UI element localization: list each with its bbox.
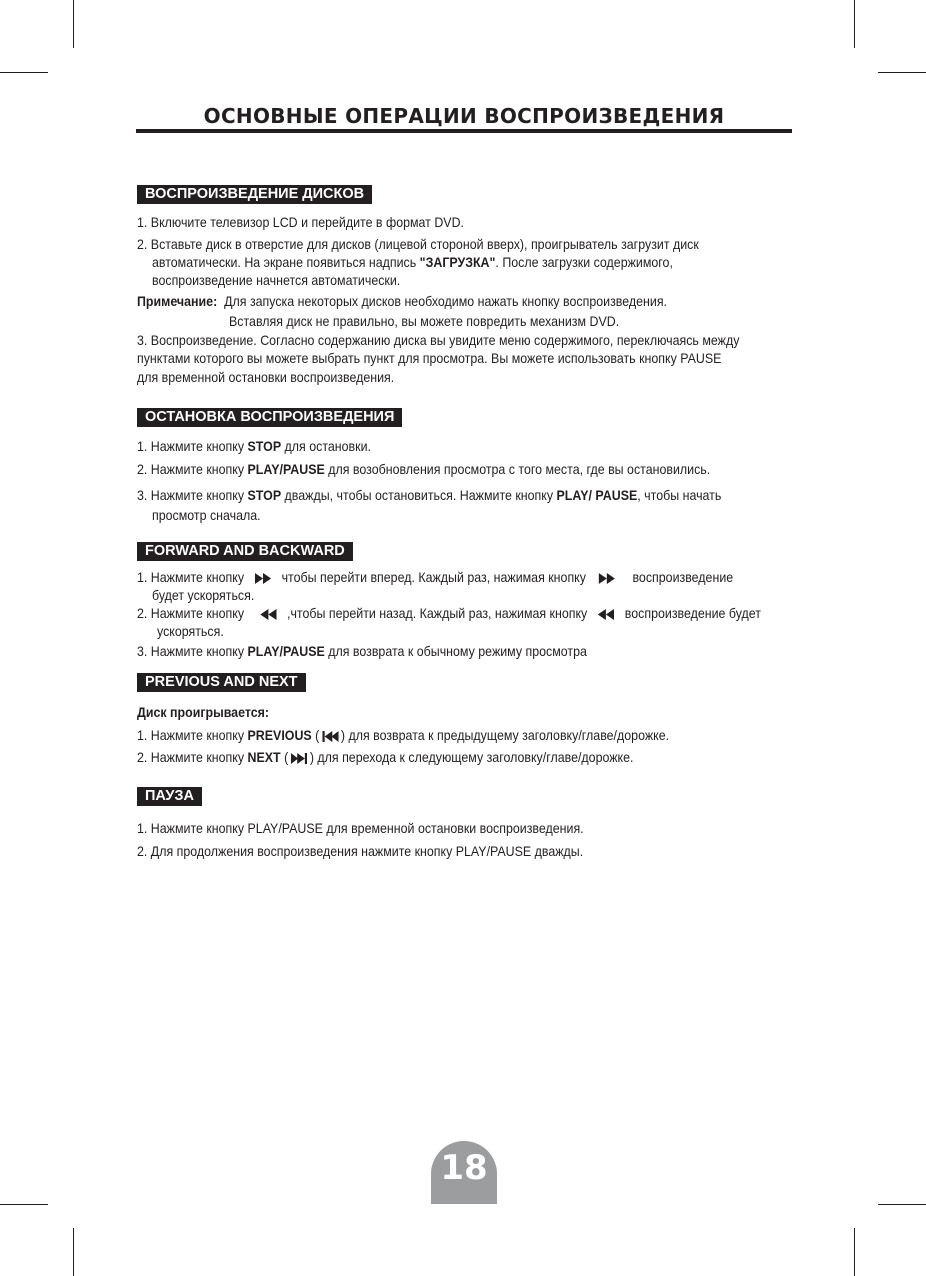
prev-next-line-2 xyxy=(137,748,633,767)
stop-line-2-text: 2. Нажмите кнопку xyxy=(137,462,248,477)
previous-label: PREVIOUS xyxy=(247,728,312,743)
rewind-icon xyxy=(598,609,614,620)
fast-forward-icon xyxy=(598,573,614,584)
crop-mark xyxy=(0,72,48,73)
stop-line-1 xyxy=(137,437,371,456)
play-pause-label: PLAY/PAUSE xyxy=(247,462,325,477)
prev-next-line-1-end: ) для возврата к предыдущему заголовку/главе/дорожке. xyxy=(340,728,670,743)
play-pause-label: PLAY/PAUSE xyxy=(247,644,325,659)
fwd-back-line-1-text: 1. Нажмите кнопку xyxy=(137,570,245,585)
crop-mark xyxy=(73,0,74,48)
section-heading-pause: ПАУЗА xyxy=(137,787,202,806)
fwd-back-line-2: будет ускоряться. xyxy=(152,588,255,603)
section-heading-forward-backward: FORWARD AND BACKWARD xyxy=(137,542,353,561)
prev-next-line-2-end: ) для перехода к следующему заголовку/главе/дорожке. xyxy=(309,750,634,765)
title-rule xyxy=(136,129,792,133)
prev-next-line-1-text: 1. Нажмите кнопку xyxy=(137,728,248,743)
pause-line-1: 1. Нажмите кнопку PLAY/PAUSE для временной остановки воспроизведения. xyxy=(137,821,584,836)
fwd-back-line-5 xyxy=(137,642,587,661)
fwd-back-line-1-end: воспроизведение xyxy=(632,570,734,585)
prev-next-line-2-text: 2. Нажмите кнопку xyxy=(137,750,248,765)
section-heading-previous-next: PREVIOUS AND NEXT xyxy=(137,673,306,692)
note-text-1: Для запуска некоторых дисков необходимо нажать кнопку воспроизведения. xyxy=(224,294,668,309)
stop-line-3-end: , чтобы начать xyxy=(637,488,722,503)
paren-open: ( xyxy=(280,750,289,765)
disc-play-line-3-end: . После загрузки содержимого, xyxy=(495,255,673,270)
disc-playing-label: Диск проигрывается: xyxy=(137,705,270,720)
fast-forward-icon xyxy=(255,573,271,584)
skip-previous-icon xyxy=(322,731,338,742)
fwd-back-line-1 xyxy=(137,568,733,587)
note-line-1 xyxy=(137,292,667,311)
stop-line-1-text: 1. Нажмите кнопку xyxy=(137,439,248,454)
prev-next-subheading xyxy=(137,703,269,722)
disc-play-line-2: 2. Вставьте диск в отверстие для дисков (лицевой стороной вверх), проигрыватель загрузит диск xyxy=(137,237,699,252)
page-title: ОСНОВНЫЕ ОПЕРАЦИИ ВОСПРОИЗВЕДЕНИЯ xyxy=(203,104,725,128)
section-heading-stop: ОСТАНОВКА ВОСПРОИЗВЕДЕНИЯ xyxy=(137,408,402,427)
next-label: NEXT xyxy=(247,750,281,765)
play-pause-label: PLAY/ PAUSE xyxy=(556,488,638,503)
fwd-back-line-3 xyxy=(137,604,761,623)
stop-line-3-mid: дважды, чтобы остановиться. Нажмите кнопку xyxy=(281,488,557,503)
stop-line-3-text: 3. Нажмите кнопку xyxy=(137,488,248,503)
disc-play-line-6: пунктами которого вы можете выбрать пункт для просмотра. Вы можете использовать кнопку PAUSE xyxy=(137,351,722,366)
stop-line-2 xyxy=(137,460,710,479)
note-label: Примечание: xyxy=(137,294,218,309)
stop-line-1-end: для остановки. xyxy=(281,439,371,454)
stop-line-3 xyxy=(137,486,721,505)
fwd-back-line-3-end: воспроизведение будет xyxy=(624,606,761,621)
fwd-back-line-5-end: для возврата к обычному режиму просмотра xyxy=(324,644,587,659)
stop-line-4: просмотр сначала. xyxy=(152,508,261,523)
loading-label: "ЗАГРУЗКА" xyxy=(419,255,496,270)
page-number: 18 xyxy=(431,1141,497,1204)
stop-label: STOP xyxy=(247,488,282,503)
skip-next-icon xyxy=(291,753,307,764)
crop-mark xyxy=(854,1228,855,1276)
fwd-back-line-3-text: 2. Нажмите кнопку xyxy=(137,606,245,621)
fwd-back-line-5-text: 3. Нажмите кнопку xyxy=(137,644,248,659)
fwd-back-line-1-mid: чтобы перейти вперед. Каждый раз, нажимая кнопку xyxy=(281,570,586,585)
pause-line-2: 2. Для продолжения воспроизведения нажмите кнопку PLAY/PAUSE дважды. xyxy=(137,844,584,859)
disc-play-line-3-text: автоматически. На экране появиться надпись xyxy=(152,255,420,270)
disc-play-line-7: для временной остановки воспроизведения. xyxy=(137,370,395,385)
section-heading-disc-play: ВОСПРОИЗВЕДЕНИЕ ДИСКОВ xyxy=(137,185,372,204)
stop-line-2-end: для возобновления просмотра с того места, где вы остановились. xyxy=(324,462,711,477)
note-line-2: Вставляя диск не правильно, вы можете повредить механизм DVD. xyxy=(229,314,620,329)
crop-mark xyxy=(854,0,855,48)
disc-play-line-5: 3. Воспроизведение. Согласно содержанию диска вы увидите меню содержимого, переключаясь между xyxy=(137,333,740,348)
crop-mark xyxy=(878,1204,926,1205)
fwd-back-line-3-mid: ,чтобы перейти назад. Каждый раз, нажимая кнопку xyxy=(286,606,588,621)
disc-play-line-1: 1. Включите телевизор LCD и перейдите в формат DVD. xyxy=(137,215,464,230)
crop-mark xyxy=(0,1204,48,1205)
paren-open: ( xyxy=(311,728,320,743)
prev-next-line-1 xyxy=(137,726,669,745)
disc-play-line-4: воспроизведение начнется автоматически. xyxy=(152,273,401,288)
crop-mark xyxy=(73,1228,74,1276)
disc-play-line-3 xyxy=(152,253,673,272)
fwd-back-line-4: ускоряться. xyxy=(157,624,224,639)
crop-mark xyxy=(878,72,926,73)
stop-label: STOP xyxy=(247,439,282,454)
rewind-icon xyxy=(260,609,276,620)
